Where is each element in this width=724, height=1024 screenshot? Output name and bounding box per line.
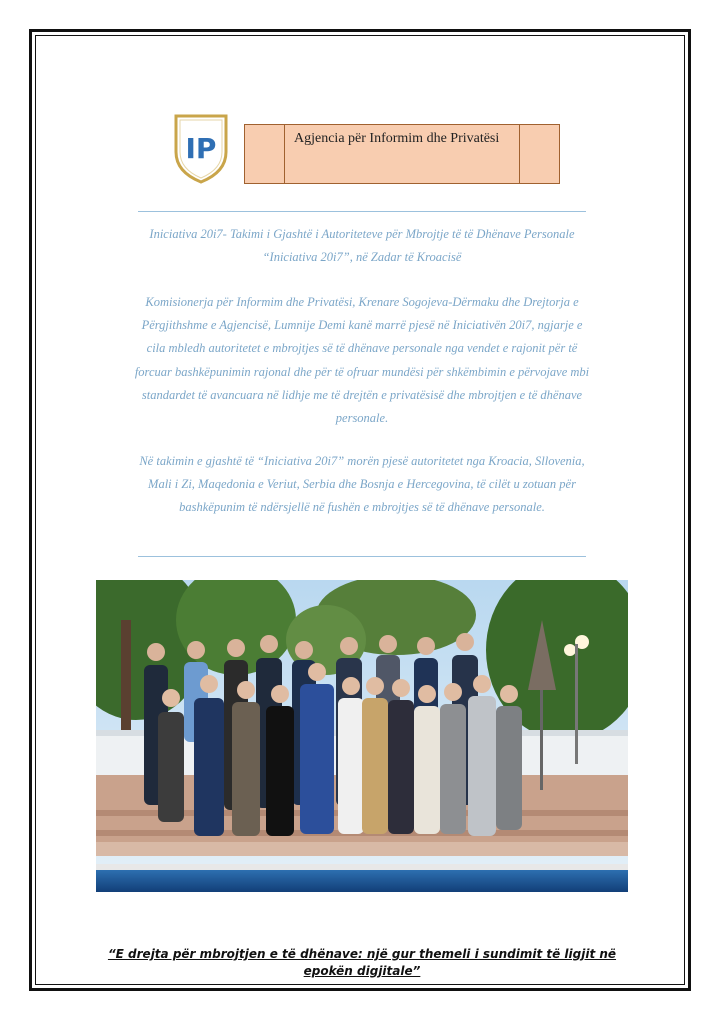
agency-logo [170,112,232,186]
group-photo [96,580,628,892]
header-divider-left [284,125,285,183]
article-paragraph-1: Komisionerja për Informim dhe Privatësi, Krenare Sogojeva-Dërmaku dhe Drejtorja e Përgjithshme e Agjencisë, Lumnije Demi kanë marrë pjesë në Iniciativën 20i7, ngjarje e cila mbledh autoritetet e mbrojtjes së të dhënave personale nga vendet e rajonit për të forcuar bashkëpunimin rajonal dhe për të ofruar mundësi për shkëmbimin e përvojave mbi standardet të avancuara në lidhje me të drejtën e privatësisë dhe mbrojtjen e të dhënave personale. [134,295,590,426]
logo-lettering: IP [185,132,217,165]
agency-name: Agjencia për Informim dhe Privatësi [294,131,500,146]
top-divider [138,211,586,212]
header-divider-right [519,125,520,183]
footer-motto: “E drejta për mbrojtjen e të dhënave: një gur themeli i sundimit të ligjit në epokën digjitale” [107,947,617,978]
bottom-divider [138,556,586,557]
article-title: Iniciativa 20i7- Takimi i Gjashtë i Autoriteteve për Mbrojtje të të Dhënave Personale “Iniciativa 20i7”, në Zadar të Kroacisë [149,227,575,265]
agency-header-box [244,124,560,184]
article-paragraph-2: Në takimin e gjashtë të “Iniciativa 20i7” morën pjesë autoritetet nga Kroacia, Sllovenia, Mali i Zi, Maqedonia e Veriut, Serbia dhe Bosnja e Hercegovina, të cilët u zotuan për bashkëpunim të ndërsjellë në fushën e mbrojtjes së të dhënave personale. [139,454,585,515]
